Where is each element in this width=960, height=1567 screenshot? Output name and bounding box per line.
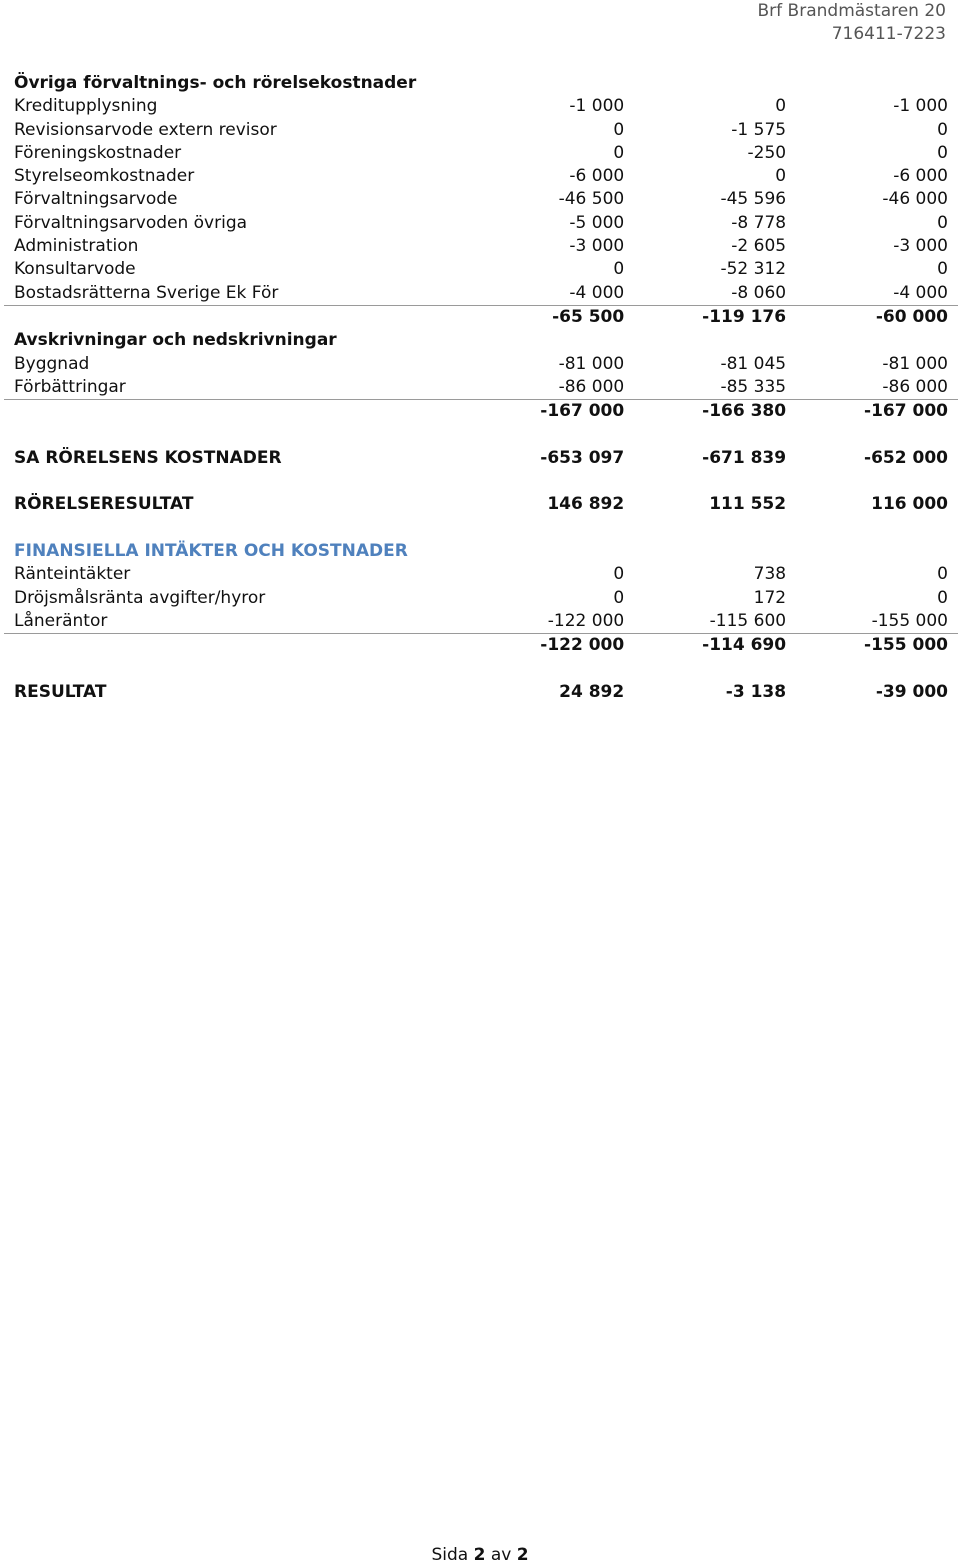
value-col2: -250 [747,142,787,163]
value-col1: 0 [613,564,625,585]
value-col3: -81 000 [882,353,948,374]
value-col3: -6 000 [893,166,948,187]
row-label: Förvaltningsarvoden övriga [14,212,248,233]
footer-mid: av [490,1545,512,1565]
value-col1: -3 000 [569,236,625,257]
value-col3: 0 [937,587,948,608]
value-col3: -39 000 [875,681,948,702]
section-heading [4,540,958,563]
subtotal-col2: -114 690 [634,634,796,658]
row-label: Styrelseomkostnader [14,166,195,187]
footer-prefix: Sida [431,1545,469,1565]
summary-row-operating-result [4,493,958,516]
page-footer [0,1545,960,1565]
value-col1: -122 000 [547,610,625,631]
value-col3: -46 000 [882,189,948,210]
value-col1: -6 000 [569,166,625,187]
row-label: SA RÖRELSENS KOSTNADER [14,447,282,468]
table-row [4,376,958,400]
summary-row-result [4,681,958,704]
value-col1: 146 892 [547,494,625,515]
value-col3: 0 [937,564,948,585]
value-col3: 0 [937,142,948,163]
table-row [4,142,958,165]
value-col2: -2 605 [731,236,787,257]
org-name: Brf Brandmästaren 20 [757,1,946,21]
value-col2: -85 335 [720,376,787,397]
table-row [4,258,958,281]
row-label: Konsultarvode [14,259,136,280]
value-col3: 116 000 [871,494,948,515]
footer-page-total: 2 [516,1545,529,1565]
value-col3: -652 000 [864,447,948,468]
row-label: Ränteintäkter [14,564,131,585]
table-row [4,165,958,188]
row-label: Förbättringar [14,376,126,397]
row-label: Administration [14,236,139,257]
value-col2: -8 060 [731,282,787,303]
row-label: Revisionsarvode extern revisor [14,119,277,140]
subtotal-col3: -155 000 [796,634,958,658]
value-col1: 0 [613,119,625,140]
subtotal-col1: -122 000 [472,634,634,658]
row-label: Bostadsrätterna Sverige Ek För [14,282,279,303]
row-label: Dröjsmålsränta avgifter/hyror [14,587,266,608]
value-col3: 0 [937,119,948,140]
subtotal-row [4,305,958,329]
value-col2: 0 [775,96,787,117]
table-row [4,563,958,586]
value-col2: 172 [753,587,787,608]
value-col1: 0 [613,587,625,608]
value-col2: -52 312 [720,259,787,280]
value-col1: -46 500 [558,189,625,210]
subtotal-col1: -65 500 [472,305,634,329]
value-col1: -1 000 [569,96,625,117]
value-col2: 111 552 [709,494,787,515]
row-label: Förvaltningsarvode [14,189,178,210]
spacer-row [4,423,958,446]
section-heading [4,329,958,352]
value-col2: -45 596 [720,189,787,210]
value-col1: 0 [613,259,625,280]
subtotal-col3: -60 000 [796,305,958,329]
subtotal-col3: -167 000 [796,400,958,424]
spacer-row [4,470,958,493]
row-label: RESULTAT [14,681,107,702]
value-col1: -653 097 [540,447,625,468]
value-col2: -81 045 [720,353,787,374]
section-heading [4,72,958,95]
value-col2: -3 138 [725,681,787,702]
subtotal-col2: -119 176 [634,305,796,329]
table-row [4,212,958,235]
table-row [4,235,958,258]
value-col1: -86 000 [558,376,625,397]
page-header [758,0,946,46]
section-title-avskrivningar: Avskrivningar och nedskrivningar [14,330,337,351]
value-col3: 0 [937,212,948,233]
value-col2: -115 600 [709,610,787,631]
value-col3: -4 000 [893,282,948,303]
row-label: Låneräntor [14,610,108,631]
table-row [4,282,958,306]
table-row [4,119,958,142]
value-col2: -8 778 [731,212,787,233]
table-row [4,353,958,376]
value-col1: 0 [613,142,625,163]
spacer-row [4,517,958,540]
row-label: Byggnad [14,353,90,374]
row-label: Föreningskostnader [14,142,182,163]
table-row [4,188,958,211]
value-col1: -81 000 [558,353,625,374]
section-title-ovriga: Övriga förvaltnings- och rörelsekostnader [14,73,417,93]
summary-row-costs [4,447,958,470]
value-col1: -4 000 [569,282,625,303]
section-title-finansiella: FINANSIELLA INTÄKTER OCH KOSTNADER [14,540,408,561]
value-col3: 0 [937,259,948,280]
footer-page-number: 2 [473,1545,486,1565]
value-col1: -5 000 [569,212,625,233]
subtotal-col2: -166 380 [634,400,796,424]
value-col3: -86 000 [882,376,948,397]
value-col3: -3 000 [893,236,948,257]
subtotal-row [4,634,958,658]
value-col2: 738 [753,564,787,585]
value-col2: -1 575 [731,119,787,140]
subtotal-row [4,400,958,424]
table-row [4,610,958,634]
spacer-row [4,657,958,680]
value-col2: 0 [775,166,787,187]
table-row [4,587,958,610]
value-col1: 24 892 [559,681,625,702]
table-row [4,95,958,118]
org-number: 716411-7223 [831,24,946,44]
value-col3: -155 000 [871,610,948,631]
row-label: Kreditupplysning [14,96,158,117]
value-col2: -671 839 [702,447,787,468]
subtotal-col1: -167 000 [472,400,634,424]
value-col3: -1 000 [893,96,948,117]
row-label: RÖRELSERESULTAT [14,494,194,515]
budget-table [4,72,958,704]
